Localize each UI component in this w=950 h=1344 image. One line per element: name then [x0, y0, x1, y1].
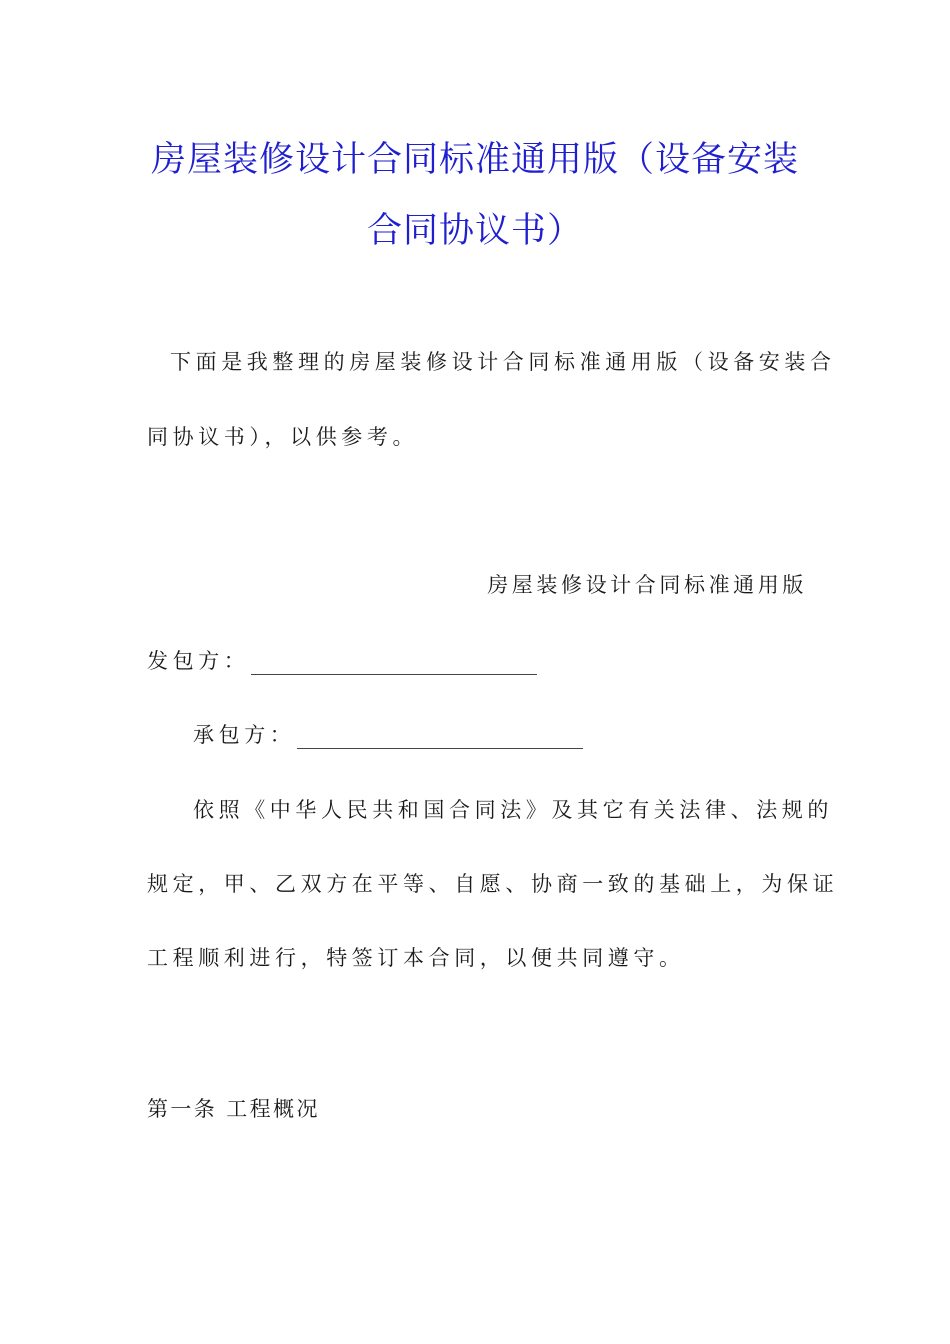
intro-line-1: 下面是我整理的房屋装修设计合同标准通用版（设备安装合: [170, 350, 836, 374]
preamble-line-1: 依照《中华人民共和国合同法》及其它有关法律、法规的: [193, 798, 833, 822]
party-b-label: 承包方：: [193, 723, 296, 747]
party-b-blank: [297, 726, 583, 749]
preamble-line-3: 工程顺利进行，特签订本合同，以便共同遵守。: [147, 946, 685, 970]
party-b-row: [193, 719, 583, 749]
party-a-row: [147, 645, 537, 675]
document-title-line-1: 房屋装修设计合同标准通用版（设备安装: [150, 140, 799, 180]
preamble-line-2: 规定，甲、乙双方在平等、自愿、协商一致的基础上，为保证: [147, 872, 839, 896]
section-heading: 第一条 工程概况: [147, 1097, 320, 1121]
contract-name: 房屋装修设计合同标准通用版: [487, 573, 807, 597]
document-title-line-2: 合同协议书）: [366, 211, 583, 251]
intro-line-2: 同协议书），以供参考。: [147, 425, 419, 449]
party-a-blank: [251, 652, 537, 675]
party-a-label: 发包方：: [147, 649, 250, 673]
